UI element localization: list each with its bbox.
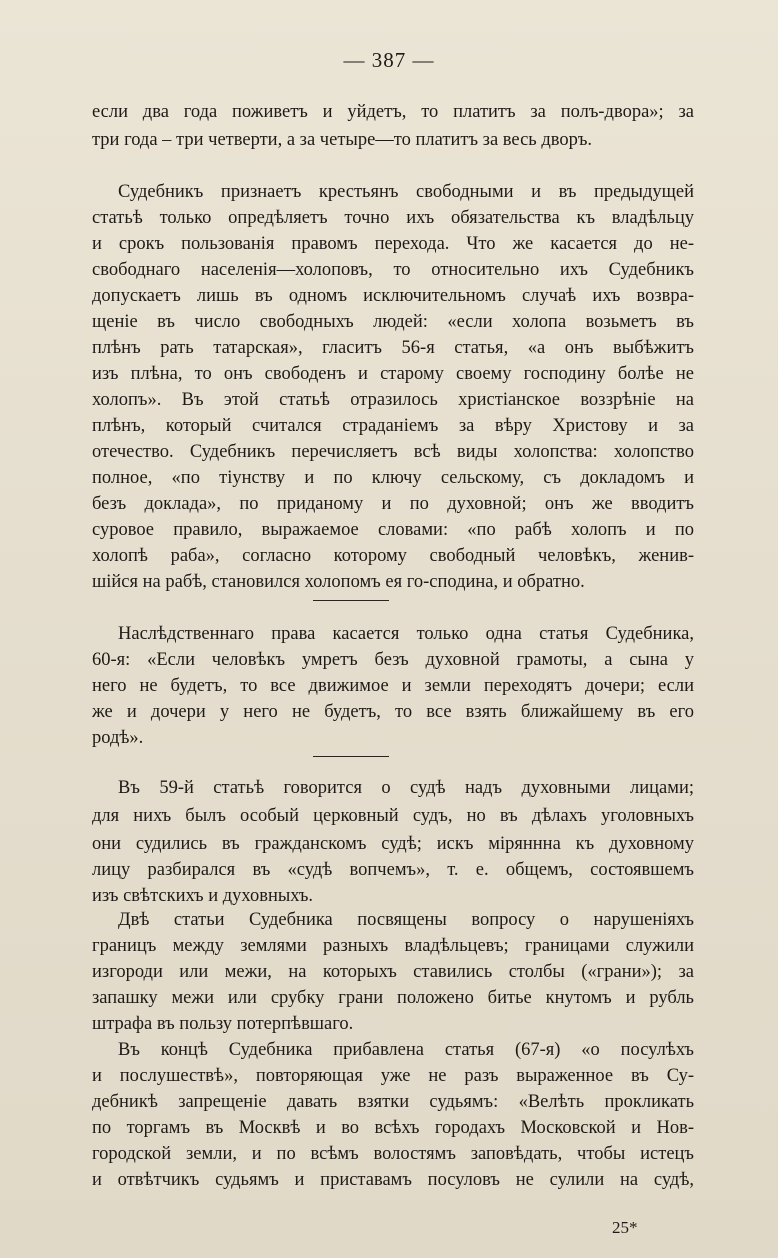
text-line: запашку межи или срубку грани положено битье кнутомъ и рубль (92, 988, 694, 1008)
text-line: и отвѣтчикъ судьямъ и приставамъ посуловъ не сулили на судѣ, (92, 1170, 694, 1190)
text-line: изгороди или межи, на которыхъ ставились столбы («грани»); за (92, 962, 694, 982)
text-line: допускаетъ лишь въ одномъ исключительномъ случаѣ ихъ возвра- (92, 286, 694, 306)
text-line: Двѣ статьи Судебника посвящены вопросу о нарушеніяхъ (118, 910, 694, 930)
text-line: отечество. Судебникъ перечисляетъ всѣ виды холопства: холопство (92, 442, 694, 462)
text-line: и послушествѣ», повторяющая уже не разъ выраженное въ Су- (92, 1066, 694, 1086)
text-line: и срокъ пользованія правомъ перехода. Что же касается до не- (92, 234, 694, 254)
text-line: щеніе въ число свободныхъ людей: «если холопа возьметъ въ (92, 312, 694, 332)
text-line: они судились въ гражданскомъ судѣ; искъ міряннна къ духовному (92, 834, 694, 854)
text-line: по торгамъ въ Москвѣ и во всѣхъ городахъ Московской и Нов- (92, 1118, 694, 1138)
text-line: Наслѣдственнаго права касается только одна статья Судебника, (118, 624, 694, 644)
text-line: лицу разбирался въ «судѣ вопчемъ», т. е. общемъ, состоявшемъ (92, 860, 694, 880)
text-line: изъ плѣна, то онъ свободенъ и старому своему господину болѣе не (92, 364, 694, 384)
text-line: плѣнъ рать татарская», гласитъ 56-я статья, «а онъ выбѣжитъ (92, 338, 694, 358)
section-separator (313, 600, 389, 601)
text-line: изъ свѣтскихъ и духовныхъ. (92, 886, 314, 906)
text-line: холопъ». Въ этой статьѣ отразилось христіанское воззрѣніе на (92, 390, 694, 410)
text-line: плѣнъ, который считался страданіемъ за вѣру Христову и за (92, 416, 694, 436)
text-line: же и дочери у него не будетъ, то все взять ближайшему въ его (92, 702, 694, 722)
text-line: Въ 59-й статьѣ говорится о судѣ надъ духовными лицами; (118, 778, 694, 798)
text-line: дебникѣ запрещеніе давать взятки судьямъ: «Велѣть прокликать (92, 1092, 694, 1112)
printer-signature-mark: 25* (612, 1218, 638, 1237)
page-number: — 387 — (343, 48, 435, 72)
text-line: границъ между землями разныхъ владѣльцевъ; границами служили (92, 936, 694, 956)
text-line: шійся на рабѣ, становился холопомъ ея го-сподина, и обратно. (92, 572, 585, 592)
text-line: городской земли, и по всѣмъ волостямъ заповѣдать, чтобы истецъ (92, 1144, 694, 1164)
section-separator (313, 756, 389, 757)
text-line: суровое правило, выражаемое словами: «по рабѣ холопъ и по (92, 520, 694, 540)
text-line: полное, «по тіунству и по ключу сельскому, съ докладомъ и (92, 468, 694, 488)
text-line: родѣ». (92, 728, 144, 748)
text-line: него не будетъ, то все движимое и земли переходятъ дочери; если (92, 676, 694, 696)
text-line: если два года поживетъ и уйдетъ, то платитъ за полъ-двора»; за (92, 102, 694, 122)
text-line: три года – три четверти, а за четыре—то платитъ за весь дворъ. (92, 130, 593, 150)
text-line: для нихъ былъ особый церковный судъ, но въ дѣлахъ уголовныхъ (92, 806, 694, 826)
text-line: статьѣ только опредѣляетъ точно ихъ обязательства къ владѣльцу (92, 208, 694, 228)
text-line: Судебникъ признаетъ крестьянъ свободными и въ предыдущей (118, 182, 694, 202)
text-line: Въ концѣ Судебника прибавлена статья (67-я) «о посулѣхъ (118, 1040, 694, 1060)
text-line: свободнаго населенія—холоповъ, то относительно ихъ Судебникъ (92, 260, 694, 280)
text-line: штрафа въ пользу потерпѣвшаго. (92, 1014, 354, 1034)
text-line: 60-я: «Если человѣкъ умретъ безъ духовной грамоты, а сына у (92, 650, 694, 670)
text-line: холопѣ раба», согласно которому свободный человѣкъ, женив- (92, 546, 694, 566)
text-line: безъ доклада», по приданому и по духовной; онъ же вводитъ (92, 494, 694, 514)
